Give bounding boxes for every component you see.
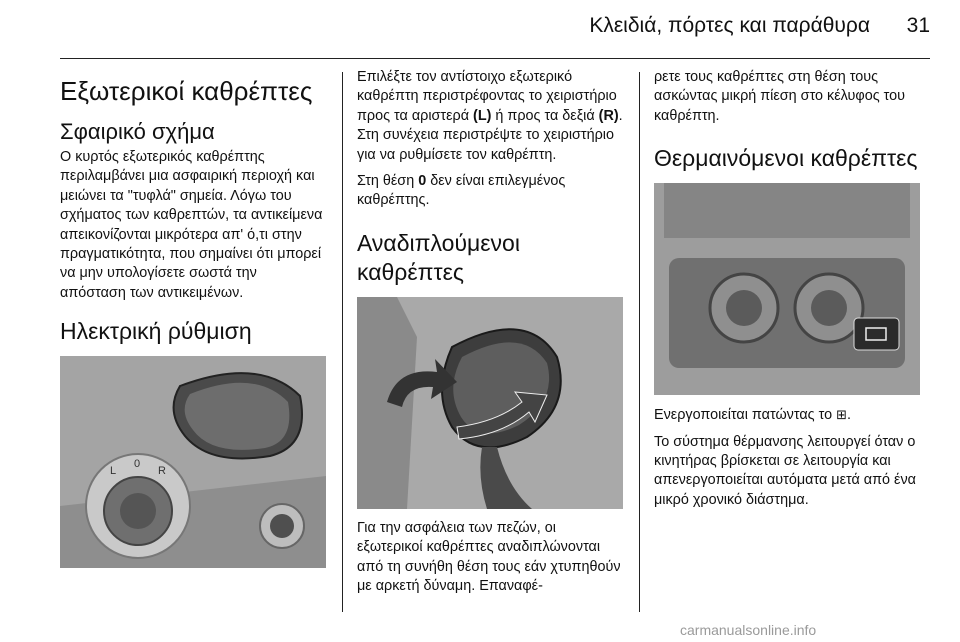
subheading-electric-adjustment: Ηλεκτρική ρύθμιση xyxy=(60,318,252,345)
text-part: Ενεργοποιείται πατώντας το xyxy=(654,407,837,424)
subheading-folding-mirrors: Αναδιπλούμενοι καθρέπτες xyxy=(357,229,520,285)
heated-mirror-button xyxy=(854,318,899,350)
text-part: δεν είναι επιλεγμένος καθρέπτης. xyxy=(357,173,566,209)
electric-mirror-control-figure xyxy=(60,356,326,568)
label-l: L xyxy=(110,465,117,478)
column-divider-2 xyxy=(639,72,640,612)
text-part: . xyxy=(847,407,852,424)
column-3 xyxy=(654,68,920,517)
bold-l: (L) xyxy=(473,107,492,124)
bold-zero: 0 xyxy=(418,173,427,190)
column-1 xyxy=(60,68,326,568)
text-part: ή προς τα δεξιά xyxy=(491,107,599,124)
paragraph-heating-system: Το σύστημα θέρμανσης λειτουργεί όταν ο κινητήρας βρίσκεται σε λειτουργία και απενεργοποιείται αυτόματα μετά από ένα μικρό χρονικό διάστημα. xyxy=(654,433,916,508)
paragraph-select-mirror xyxy=(357,68,623,165)
column-divider-1 xyxy=(342,72,343,612)
subheading-spherical-shape: Σφαιρικό σχήμα xyxy=(60,119,215,144)
label-0: 0 xyxy=(134,458,141,471)
paragraph-folding: Για την ασφάλεια των πεζών, οι εξωτερικοί καθρέπτες αναδιπλώνονται από τη συνήθη θέση τους εάν χτυπηθούν με αρκετή δύναμη. Επαναφέ- xyxy=(357,519,621,595)
header-rule xyxy=(60,58,930,59)
text-part: . Στη συνέχεια περιστρέψτε το χειριστήριο για να ρυθμίσετε τον καθρέπτη. xyxy=(357,107,623,163)
paragraph-spherical-shape: Ο κυρτός εξωτερικός καθρέπτης περιλαμβάνει μια ασφαιρική περιοχή και μειώνει τα "τυφλά" σημεία. Λόγω του σχήματος των καθρεπτών, τα αντικείμενα απεικονίζονται μικρότερα απ' ό,τι στην πραγματικότητα, που σημαίνει ότι μπορεί να μην υπολογίσετε σωστά την απόσταση των αντικειμένων. xyxy=(60,149,323,301)
text-part: Στη θέση xyxy=(357,173,419,190)
paragraph-position-zero xyxy=(357,172,623,211)
paragraph-return-mirrors: ρετε τους καθρέπτες στη θέση τους ασκώντας μικρή πίεση στο κέλυφος του καθρέπτη. xyxy=(654,69,905,124)
page-header-title: Κλειδιά, πόρτες και παράθυρα xyxy=(589,14,870,37)
heated-mirror-control-panel-figure xyxy=(654,183,920,395)
label-r: R xyxy=(158,465,166,478)
folding-mirror-figure xyxy=(357,297,623,509)
paragraph-activate xyxy=(654,405,920,425)
heated-mirror-icon: ⊞ xyxy=(836,407,848,423)
section-title-exterior-mirrors: Εξωτερικοί καθρέπτες xyxy=(60,76,313,106)
text-part: Επιλέξτε τον αντίστοιχο εξωτερικό καθρέπτη περιστρέφοντας το χειριστήριο προς τα αριστερά xyxy=(357,69,617,124)
column-2 xyxy=(357,68,623,603)
watermark: carmanualsonline.info xyxy=(680,622,817,638)
subheading-heated-mirrors: Θερμαινόμενοι καθρέπτες xyxy=(654,145,918,172)
page-number: 31 xyxy=(906,14,930,37)
bold-r: (R) xyxy=(598,107,619,124)
